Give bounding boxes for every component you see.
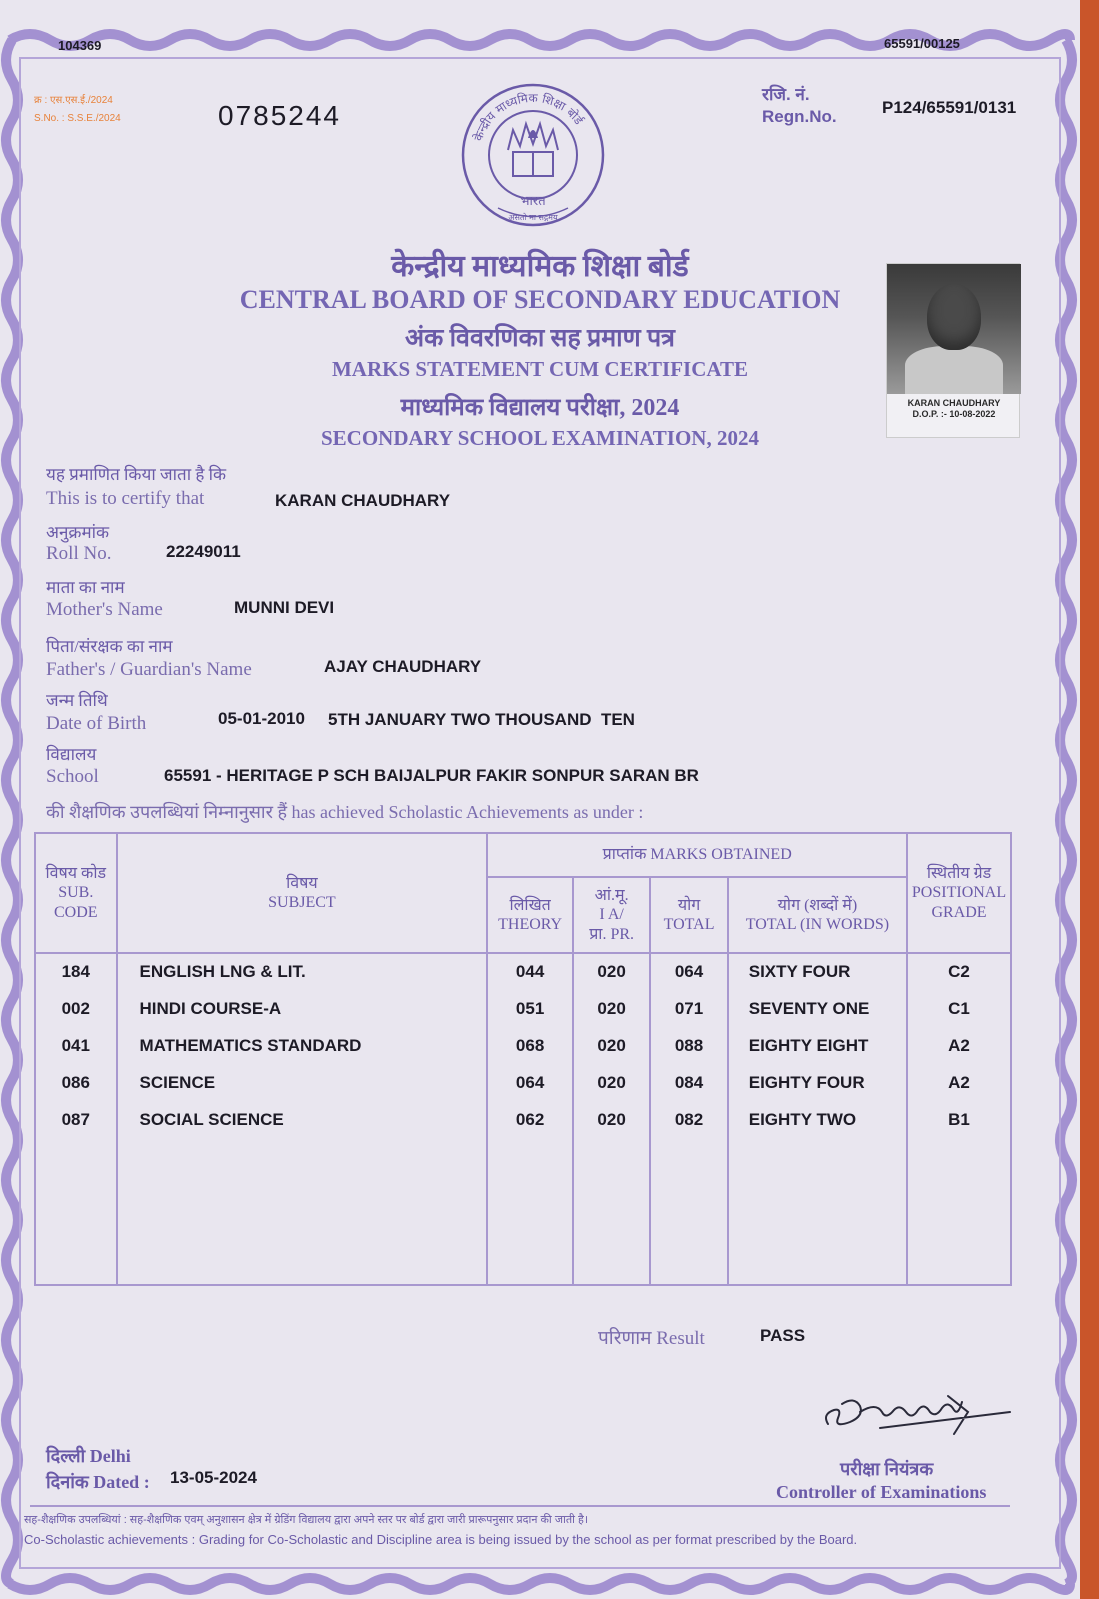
- regn-label-en: Regn.No.: [762, 107, 837, 126]
- co-scholastic-note-hi: सह-शैक्षणिक उपलब्धियां : सह-शैक्षणिक एवम् अनुशासन क्षेत्र में ग्रेडिंग विद्यालय द्वारा अपने स्तर पर बोर्ड द्वारा जारी प्रारूपनुसार प्रदान की जाती है।: [24, 1514, 589, 1526]
- dob-label-en: Date of Birth: [46, 713, 147, 734]
- place-hi: दिल्ली: [46, 1446, 86, 1466]
- dated-en: Dated :: [93, 1472, 150, 1492]
- serial-number: 0785244: [218, 100, 342, 131]
- col-words-en: TOTAL (IN WORDS): [745, 916, 890, 933]
- subject-code: 184: [35, 953, 117, 990]
- table-row: [35, 1027, 1011, 1064]
- photo-caption-dop: D.O.P. :- 10-08-2022: [912, 409, 996, 419]
- total-words: SEVENTY ONE: [728, 990, 907, 1027]
- emblem-country: भारत: [520, 194, 546, 209]
- emblem-motto: असतो मा सद्गमय: [508, 213, 558, 222]
- dob-value: 05-01-2010: [218, 709, 305, 728]
- roll-label-en: Roll No.: [46, 543, 112, 564]
- controller-label-hi: परीक्षा नियंत्रक: [840, 1459, 934, 1479]
- father-label-en: Father's / Guardian's Name: [46, 659, 252, 680]
- photo-image: [887, 264, 1021, 394]
- co-scholastic-note-en: Co-Scholastic achievements : Grading for Co-Scholastic and Discipline area is being issued by the school as per format prescribed by the Board.: [24, 1532, 858, 1547]
- subject-code: 087: [35, 1101, 117, 1138]
- grade: B1: [907, 1101, 1011, 1138]
- controller-label-en: Controller of Examinations: [776, 1482, 987, 1502]
- col-subject-en: SUBJECT: [268, 894, 336, 911]
- subject-code: 086: [35, 1064, 117, 1101]
- col-theory-hi: लिखित: [509, 896, 551, 914]
- mother-label-en: Mother's Name: [46, 599, 163, 620]
- col-subject-header: [117, 833, 488, 953]
- mother-label-hi: माता का नाम: [46, 578, 125, 597]
- subject-code: 002: [35, 990, 117, 1027]
- table-row: [35, 1064, 1011, 1101]
- col-ia-header: [573, 877, 650, 953]
- roll-label-hi: अनुक्रमांक: [46, 523, 110, 542]
- place-label: [46, 1444, 131, 1468]
- theory-marks: 062: [487, 1101, 573, 1138]
- footer-divider: [30, 1505, 1010, 1507]
- col-code-header: [35, 833, 117, 953]
- ia-marks: 020: [573, 1027, 650, 1064]
- col-ia-hi: आं.मू.: [594, 887, 629, 905]
- subject-name: SCIENCE: [117, 1064, 488, 1101]
- regn-number: P124/65591/0131: [882, 98, 1017, 117]
- top-left-code: 104369: [58, 38, 102, 53]
- svg-text:केन्द्रीय माध्यमिक शिक्षा बोर्: केन्द्रीय माध्यमिक शिक्षा बोर्ड: [471, 90, 586, 143]
- marks-table: [34, 832, 1012, 1286]
- col-total-header: [650, 877, 727, 953]
- regn-label-hi: रजि. नं.: [762, 85, 810, 104]
- exam-title-hi: माध्यमिक विद्यालय परीक्षा, 2024: [400, 395, 680, 421]
- board-title-hi: केन्द्रीय माध्यमिक शिक्षा बोर्ड: [391, 250, 689, 283]
- table-filler-row: [35, 1138, 1011, 1285]
- dated-label: [46, 1470, 150, 1494]
- exam-title-en: SECONDARY SCHOOL EXAMINATION, 2024: [321, 426, 759, 450]
- col-code-en1: SUB.: [58, 884, 94, 902]
- total-words: EIGHTY TWO: [728, 1101, 907, 1138]
- theory-marks: 064: [487, 1064, 573, 1101]
- table-row: [35, 990, 1011, 1027]
- subject-name: SOCIAL SCIENCE: [117, 1101, 488, 1138]
- col-code-hi: विषय कोड: [45, 865, 107, 883]
- subject-name: MATHEMATICS STANDARD: [117, 1027, 488, 1064]
- ia-marks: 020: [573, 1101, 650, 1138]
- mother-name: MUNNI DEVI: [234, 598, 335, 617]
- col-words-hi: योग (शब्दों में): [777, 896, 858, 914]
- subject-name: ENGLISH LNG & LIT.: [117, 953, 488, 990]
- regn-label: [762, 84, 837, 128]
- theory-marks: 068: [487, 1027, 573, 1064]
- certify-label-en: This is to certify that: [46, 488, 205, 509]
- cert-title-en: MARKS STATEMENT CUM CERTIFICATE: [331, 357, 748, 381]
- place-en: Delhi: [89, 1446, 131, 1466]
- total-words: EIGHTY EIGHT: [728, 1027, 907, 1064]
- photo-caption: [887, 398, 1021, 420]
- total-marks: 084: [650, 1064, 727, 1101]
- col-ia-en: I A/: [599, 906, 624, 924]
- col-total-hi: योग: [677, 896, 701, 914]
- grade: A2: [907, 1027, 1011, 1064]
- controller-signature: [820, 1382, 1020, 1452]
- col-total-en: TOTAL: [663, 916, 715, 933]
- student-photo: [886, 263, 1020, 438]
- board-title-en: CENTRAL BOARD OF SECONDARY EDUCATION: [239, 285, 841, 314]
- roll-number: 22249011: [166, 542, 241, 561]
- total-marks: 088: [650, 1027, 727, 1064]
- student-name: KARAN CHAUDHARY: [275, 491, 451, 510]
- school-label-hi: विद्यालय: [46, 745, 97, 764]
- photo-caption-name: KARAN CHAUDHARY: [907, 398, 1001, 408]
- total-marks: 064: [650, 953, 727, 990]
- grade: C1: [907, 990, 1011, 1027]
- serial-label-hi: क्र : एस.एस.ई./2024: [34, 95, 113, 106]
- issue-date: 13-05-2024: [170, 1468, 257, 1487]
- result-label: परिणाम Result: [598, 1328, 705, 1349]
- father-name: AJAY CHAUDHARY: [324, 657, 482, 676]
- total-marks: 071: [650, 990, 727, 1027]
- dob-label-hi: जन्म तिथि: [46, 691, 108, 710]
- table-row: [35, 953, 1011, 990]
- dated-hi: दिनांक: [46, 1472, 89, 1492]
- col-code-en2: CODE: [53, 903, 98, 921]
- certify-label-hi: यह प्रमाणित किया जाता है कि: [46, 465, 227, 484]
- top-right-code: 65591/00125: [884, 36, 960, 51]
- dob-words: 5TH JANUARY TWO THOUSAND TEN: [328, 710, 635, 729]
- ia-marks: 020: [573, 953, 650, 990]
- col-words-header: [728, 877, 907, 953]
- father-label-hi: पिता/संरक्षक का नाम: [46, 637, 173, 656]
- achievements-line: की शैक्षणिक उपलब्धियां निम्नानुसार हैं has achieved Scholastic Achievements as under :: [46, 802, 644, 822]
- total-words: EIGHTY FOUR: [728, 1064, 907, 1101]
- school-label-en: School: [46, 766, 99, 787]
- table-row: [35, 1101, 1011, 1138]
- theory-marks: 051: [487, 990, 573, 1027]
- total-marks: 082: [650, 1101, 727, 1138]
- result-value: PASS: [760, 1326, 806, 1345]
- serial-label: [34, 92, 121, 128]
- total-words: SIXTY FOUR: [728, 953, 907, 990]
- marks-obtained-header: प्राप्तांक MARKS OBTAINED: [487, 833, 907, 877]
- col-subject-hi: विषय: [286, 874, 318, 892]
- cert-title-hi: अंक विवरणिका सह प्रमाण पत्र: [405, 325, 675, 352]
- col-grade-hi: स्थितीय ग्रेड: [926, 865, 992, 883]
- ia-marks: 020: [573, 990, 650, 1027]
- col-grade-en2: GRADE: [931, 903, 987, 921]
- grade: C2: [907, 953, 1011, 990]
- school-value: 65591 - HERITAGE P SCH BAIJALPUR FAKIR SONPUR SARAN BR: [164, 766, 699, 785]
- col-theory-en: THEORY: [498, 916, 563, 933]
- ia-marks: 020: [573, 1064, 650, 1101]
- col-theory-header: [487, 877, 573, 953]
- subject-name: HINDI COURSE-A: [117, 990, 488, 1027]
- col-grade-en1: POSITIONAL: [911, 884, 1007, 902]
- col-ia-pr: प्रा. PR.: [589, 925, 635, 943]
- theory-marks: 044: [487, 953, 573, 990]
- col-grade-header: [907, 833, 1011, 953]
- grade: A2: [907, 1064, 1011, 1101]
- serial-label-en: S.No. : S.S.E./2024: [34, 113, 121, 124]
- cbse-emblem: [458, 80, 608, 230]
- subject-code: 041: [35, 1027, 117, 1064]
